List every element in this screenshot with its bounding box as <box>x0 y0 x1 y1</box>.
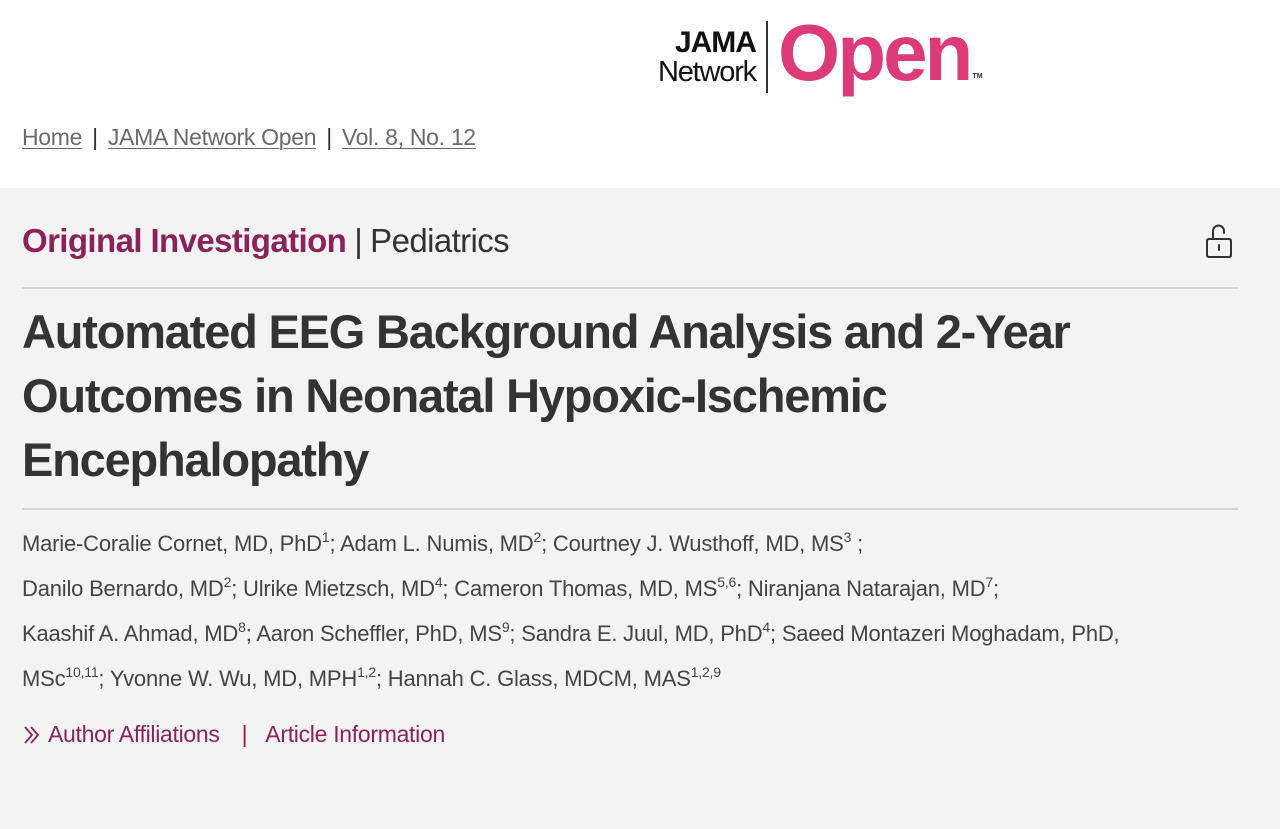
logo-divider <box>766 21 768 93</box>
article-category-row <box>22 218 1238 264</box>
author-link[interactable]: Aaron Scheffler, PhD, $MS^9$ <box>256 619 510 646</box>
logo-wordmark <box>658 25 766 88</box>
divider <box>22 508 1238 510</box>
author-link[interactable]: Sandra E. Juul, MD, PhD$^4$ <box>521 619 770 646</box>
article-header <box>0 188 1280 829</box>
divider <box>22 287 1238 289</box>
author-link[interactable]: Ulrike Mietzsch, $MD^4$ <box>243 574 443 601</box>
author-link[interactable]: Courtney J. Wusthoff, MD, $MS^3$ <box>552 529 852 556</box>
logo-network-text: Network <box>658 55 756 88</box>
author-link[interactable]: Hannah C. Glass, MDCM, MAS$^{1,2,9}$ <box>387 664 721 691</box>
logo-trademark: TM <box>972 73 983 80</box>
author-link[interactable]: Kaashif A. Ahmad, $MD^8$ <box>22 619 246 646</box>
logo-jama-text: JAMA <box>674 25 756 59</box>
breadcrumb-home-link[interactable]: Home <box>22 124 83 150</box>
breadcrumb-issue-link[interactable]: Vol. 8, No. 12 <box>341 124 476 150</box>
open-lock-icon <box>1204 221 1234 261</box>
article-information-link[interactable]: Article Information <box>265 721 445 747</box>
breadcrumb-separator: | <box>326 124 332 150</box>
article-info-links <box>22 721 445 748</box>
article-title: Automated EEG Background Analysis and 2-Year Outcomes in Neonatal Hypoxic-Ischemic Encephalopathy <box>22 305 1070 486</box>
breadcrumb <box>22 124 476 151</box>
logo-open-text: Open <box>777 8 971 97</box>
author-link[interactable]: Cameron Thomas, MD, MS$^{5,6}$ <box>454 574 737 601</box>
jama-network-open-logo[interactable] <box>658 8 983 97</box>
author-affiliations-link[interactable]: Author Affiliations <box>48 721 220 747</box>
author-link[interactable]: Adam L. Numis, $MD^2$ <box>340 529 542 556</box>
double-chevron-right-icon <box>22 724 42 746</box>
author-link[interactable]: Niranjana Natarajan, $MD^7$ <box>747 574 993 601</box>
breadcrumb-separator: | <box>92 124 98 150</box>
article-subject[interactable]: Pediatrics <box>370 222 510 259</box>
links-separator: | <box>241 721 248 747</box>
author-link[interactable]: Danilo Bernardo, $MD^2$ <box>22 574 232 601</box>
breadcrumb-journal-link[interactable]: JAMA Network Open <box>107 124 317 150</box>
author-list: Marie-Coralie Cornet, MD, PhD$^1$; Adam L. Numis, $MD^2$; Courtney J. Wusthoff, MD, $MS^3$ ; Danilo Bernardo, $MD^2$; Ulrike Mietzsch, $MD^4$; Cameron Thomas, MD, MS$^{5,6}$; Niranjana Natarajan, $MD^7$; Kaashif A. Ahmad, $MD^8$; Aaron Scheffler, PhD, $MS^9$; Sandra E. Juul, MD, PhD$^4$; Saeed Montazeri Moghadam, PhD, MSc$^{10,11}$; Yvonne W. Wu, MD, MPH$^{1,2}$; Hannah C. Glass, MDCM, MAS$^{1,2,9}$ <box>22 529 1120 691</box>
author-link[interactable]: Marie-Coralie Cornet, MD, PhD$^1$ <box>22 529 330 556</box>
author-link[interactable]: Saeed Montazeri Moghadam, PhD, MSc$^{10,11}$ <box>22 621 1120 691</box>
article-category <box>22 222 509 260</box>
site-header <box>0 0 1280 188</box>
author-link[interactable]: Yvonne W. Wu, MD, MPH$^{1,2}$ <box>109 664 376 691</box>
category-separator: | <box>354 222 363 259</box>
article-type: Original Investigation <box>22 222 347 259</box>
